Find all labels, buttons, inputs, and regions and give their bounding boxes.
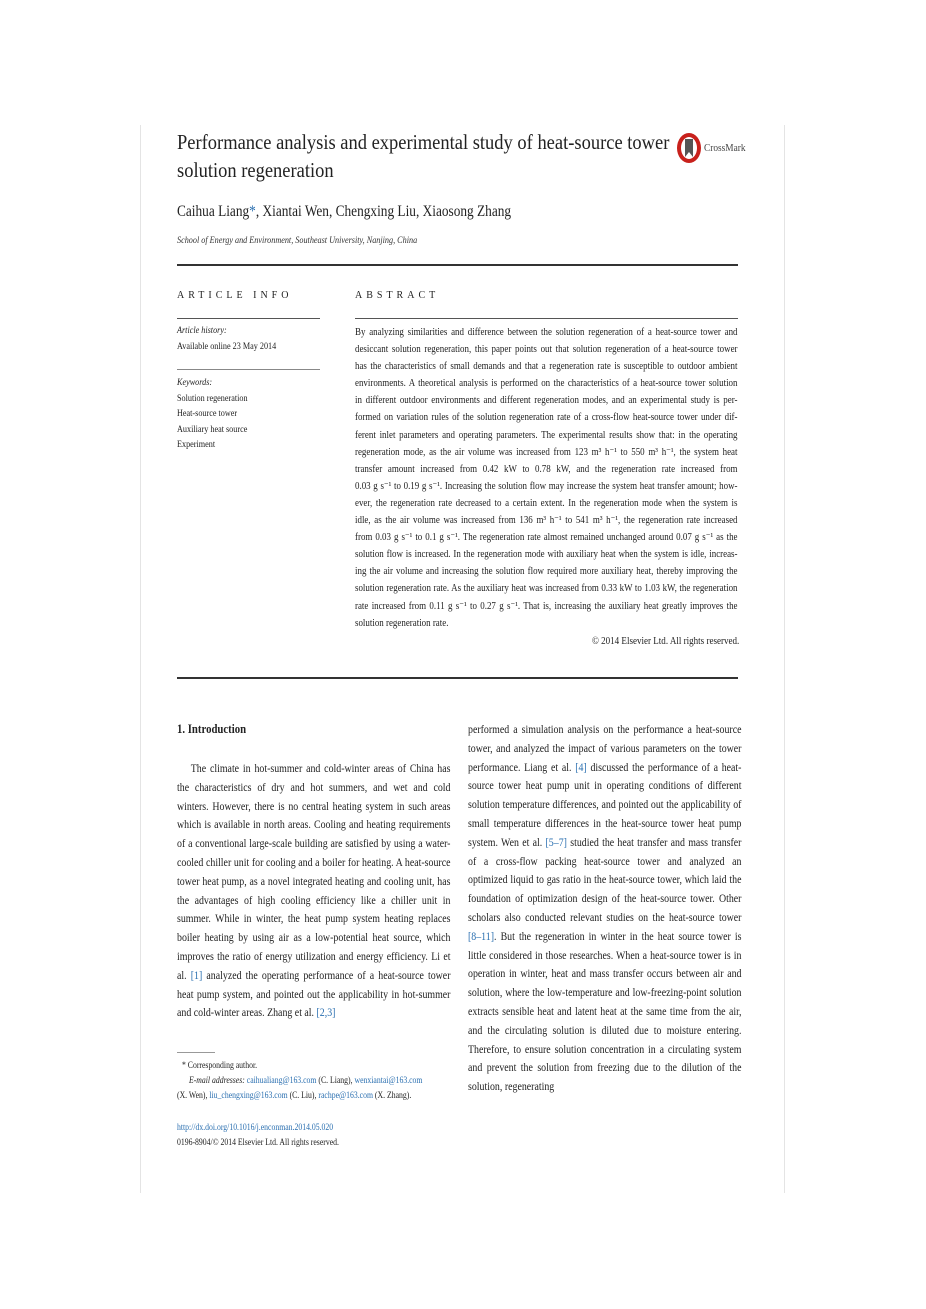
- abstract-line: has the characteristics of small demands and that a regeneration rate is susceptible to outdoor ambient: [355, 361, 738, 373]
- intro-text: analyzed the operating performance of a heat-source tower heat pump system, and pointed out the applicability in hot-summer and cold-winter areas. Zhang et al.: [177, 969, 451, 1020]
- article-title-line-1: Performance analysis and experimental study of heat-source tower: [177, 130, 670, 154]
- citation-link[interactable]: [5–7]: [545, 836, 567, 849]
- crossmark-icon: [676, 131, 704, 165]
- abstract-line: in different outdoor environments and different regeneration modes, and an experimental study is per-: [355, 395, 738, 407]
- abstract-line: regeneration mode, as the air volume was increased from 123 m³ h⁻¹ to 550 m³ h⁻¹, the system heat: [355, 446, 738, 458]
- email-owner: (X. Wen),: [177, 1090, 208, 1100]
- article-info-divider: [177, 369, 320, 370]
- abstract-line: ever, the regeneration rate decreased to a certain extent. In the regeneration mode when the system is: [355, 497, 738, 509]
- doi-text[interactable]: http://dx.doi.org/10.1016/j.enconman.2014.05.020: [177, 1122, 334, 1132]
- keyword-item: Heat-source tower: [177, 409, 238, 419]
- email-link[interactable]: liu_chengxing@163.com: [209, 1090, 288, 1100]
- email-link[interactable]: rachpe@163.com: [318, 1090, 373, 1100]
- intro-text: . But the regeneration in winter in the heat source tower is little considered in those researches. When a heat-source tower is in operation in winter, heat and mass transfer occurs between air and solution, where the low-temperature and low-freezing-point solution extracts sensible heat and latent heat at the same time from the air, and the circulating solution is diluted due to moisture entering. Therefore, to ensure solution concentration in a circulating system and prevent the solution from freezing due to the dilution of the solution, regenerating: [468, 930, 742, 1094]
- abstract-line: solution regeneration rate. As the auxiliary heat was increased from 0.33 kW to 1.03 kW, the regeneration: [355, 583, 738, 595]
- keyword-item: Auxiliary heat source: [177, 424, 248, 435]
- citation-link[interactable]: [4]: [575, 761, 587, 774]
- abstract-line: idle, as the air volume was increased from 136 m³ h⁻¹ to 541 m³ h⁻¹, the regeneration rate increased: [355, 515, 738, 527]
- citation-link[interactable]: [2,3]: [316, 1007, 336, 1020]
- abstract-line: ferent inlet parameters and operating parameters. The experimental results show that: in the operating: [355, 429, 738, 441]
- author-list: [177, 203, 511, 221]
- abstract-line: from 0.03 g s⁻¹ to 0.1 g s⁻¹. The regeneration rate almost remained unchanged around 0.07 g s⁻¹ as the: [355, 532, 738, 544]
- abstract-copyright: © 2014 Elsevier Ltd. All rights reserved.: [592, 636, 740, 647]
- abstract-line: rate increased from 0.11 g s⁻¹ to 0.27 g s⁻¹. That is, increasing the auxiliary heat greatly improves the: [355, 600, 738, 612]
- email-line-2: [177, 1088, 411, 1103]
- article-title: [177, 128, 670, 184]
- keyword-item: Experiment: [177, 440, 216, 450]
- intro-text: discussed the performance of a heat-source tower heat pump unit in operating conditions of different solution temperature differences, and pointed out the applicability of small temperature differences in the heat-source tower heat pump system. Wen et al.: [468, 761, 742, 849]
- corresponding-note: [182, 1058, 257, 1073]
- abstract-line: transfer amount increased from 0.42 kW to 0.78 kW, and the regeneration rate increased from: [355, 463, 738, 475]
- history-value: Available online 23 May 2014: [177, 341, 277, 352]
- email-owner: (C. Liang),: [318, 1075, 353, 1085]
- abstract-line: desiccant solution regeneration, this paper points out that solution regeneration of a heat-source tower: [355, 344, 738, 356]
- section-heading-introduction: 1. Introduction: [177, 722, 247, 736]
- abstract-line: environments. A theoretical analysis is performed on the characteristics of a heat-source tower solution: [355, 378, 738, 390]
- intro-right-column: [468, 721, 741, 1097]
- email-link[interactable]: wenxiantai@163.com: [354, 1075, 423, 1085]
- intro-text: performed a simulation analysis on the performance a heat-source tower, and analyzed the impact of various parameters on the tower performance. Liang et al.: [468, 724, 742, 774]
- footnote-star: *: [182, 1060, 186, 1070]
- abstract-rule: [355, 318, 738, 319]
- abstract-line: formed on variation rules of the solution regeneration rate of a cross-flow heat-source tower under dif-: [355, 412, 738, 424]
- abstract-text: [355, 324, 738, 632]
- abstract-line: solution regeneration rate.: [355, 617, 449, 629]
- author-first: Caihua Liang: [177, 203, 250, 220]
- email-link[interactable]: caihualiang@163.com: [246, 1075, 317, 1085]
- page-edge-right: [784, 125, 785, 1193]
- doi-link[interactable]: [177, 1120, 333, 1135]
- abstract-line: By analyzing similarities and difference between the solution regeneration of a heat-source tower and: [355, 327, 738, 338]
- corresponding-star-link[interactable]: *: [249, 203, 256, 220]
- intro-left-column: [177, 760, 450, 1023]
- email-label: E-mail addresses:: [189, 1075, 245, 1085]
- article-title-line-2: solution regeneration: [177, 158, 334, 182]
- corresponding-label: Corresponding author.: [187, 1060, 258, 1070]
- abstract-line: solution flow is increased. In the regeneration mode with auxiliary heat when the system is idle, increas-: [355, 549, 738, 561]
- crossmark-label: CrossMark: [704, 142, 746, 154]
- intro-text: The climate in hot-summer and cold-winter areas of China has the characteristics of dry and hot summers, and wet and cold winters. However, there is no central heating system in such areas which is available in north areas. Cooling and heating requirements of a conventional large-scale building are satisfied by using a water-cooled chiller unit for cooling and a boiler for heating. A heat-source tower heat pump, as a novel integrated heating and cooling unit, has the advantages of high cooling efficiency like a chiller unit in summer. While in winter, the heat pump system heating replaces boiler heating by using air as a low-potential heat source, which improves the ratio of energy utilization and energy efficiency. Li et al.: [177, 763, 451, 982]
- abstract-heading: ABSTRACT: [355, 290, 440, 301]
- citation-link[interactable]: [8–11]: [468, 930, 495, 943]
- crossmark-badge[interactable]: [676, 131, 766, 167]
- footnote-rule: [177, 1052, 215, 1053]
- keyword-item: Solution regeneration: [177, 393, 248, 404]
- article-info-heading: ARTICLE INFO: [177, 290, 293, 301]
- article-info-rule: [177, 318, 320, 319]
- history-label: Article history:: [177, 326, 227, 336]
- abstract-line: ing the air volume and increasing the solution flow required more auxiliary heat, thereby improving the: [355, 566, 738, 578]
- issn-line: 0196-8904/© 2014 Elsevier Ltd. All rights reserved.: [177, 1137, 339, 1147]
- keywords-block: [177, 376, 248, 454]
- affiliation: School of Energy and Environment, Southeast University, Nanjing, China: [177, 236, 418, 246]
- intro-text: studied the heat transfer and mass transfer of a cross-flow packing heat-source tower and analyzed an optimized liquid to gas ratio in the heat-source tower, which laid the foundation of optimization design of the heat-source tower. Other scholars also conducted relevant studies on the heat-source tower: [468, 836, 742, 924]
- abstract-line: 0.03 g s⁻¹ to 0.19 g s⁻¹. Increasing the solution flow may increase the system heat transfer amount; how-: [355, 480, 738, 492]
- header-divider: [177, 264, 738, 266]
- citation-link[interactable]: [1]: [190, 969, 203, 982]
- email-line-1: [189, 1073, 422, 1088]
- author-rest: , Xiantai Wen, Chengxing Liu, Xiaosong Zhang: [255, 203, 512, 220]
- article-history: [177, 324, 276, 355]
- email-owner: (C. Liu),: [289, 1090, 317, 1100]
- abstract-divider: [177, 677, 738, 679]
- email-owner: (X. Zhang).: [374, 1090, 412, 1100]
- keywords-label: Keywords:: [177, 378, 213, 388]
- page-edge-left: [140, 125, 141, 1193]
